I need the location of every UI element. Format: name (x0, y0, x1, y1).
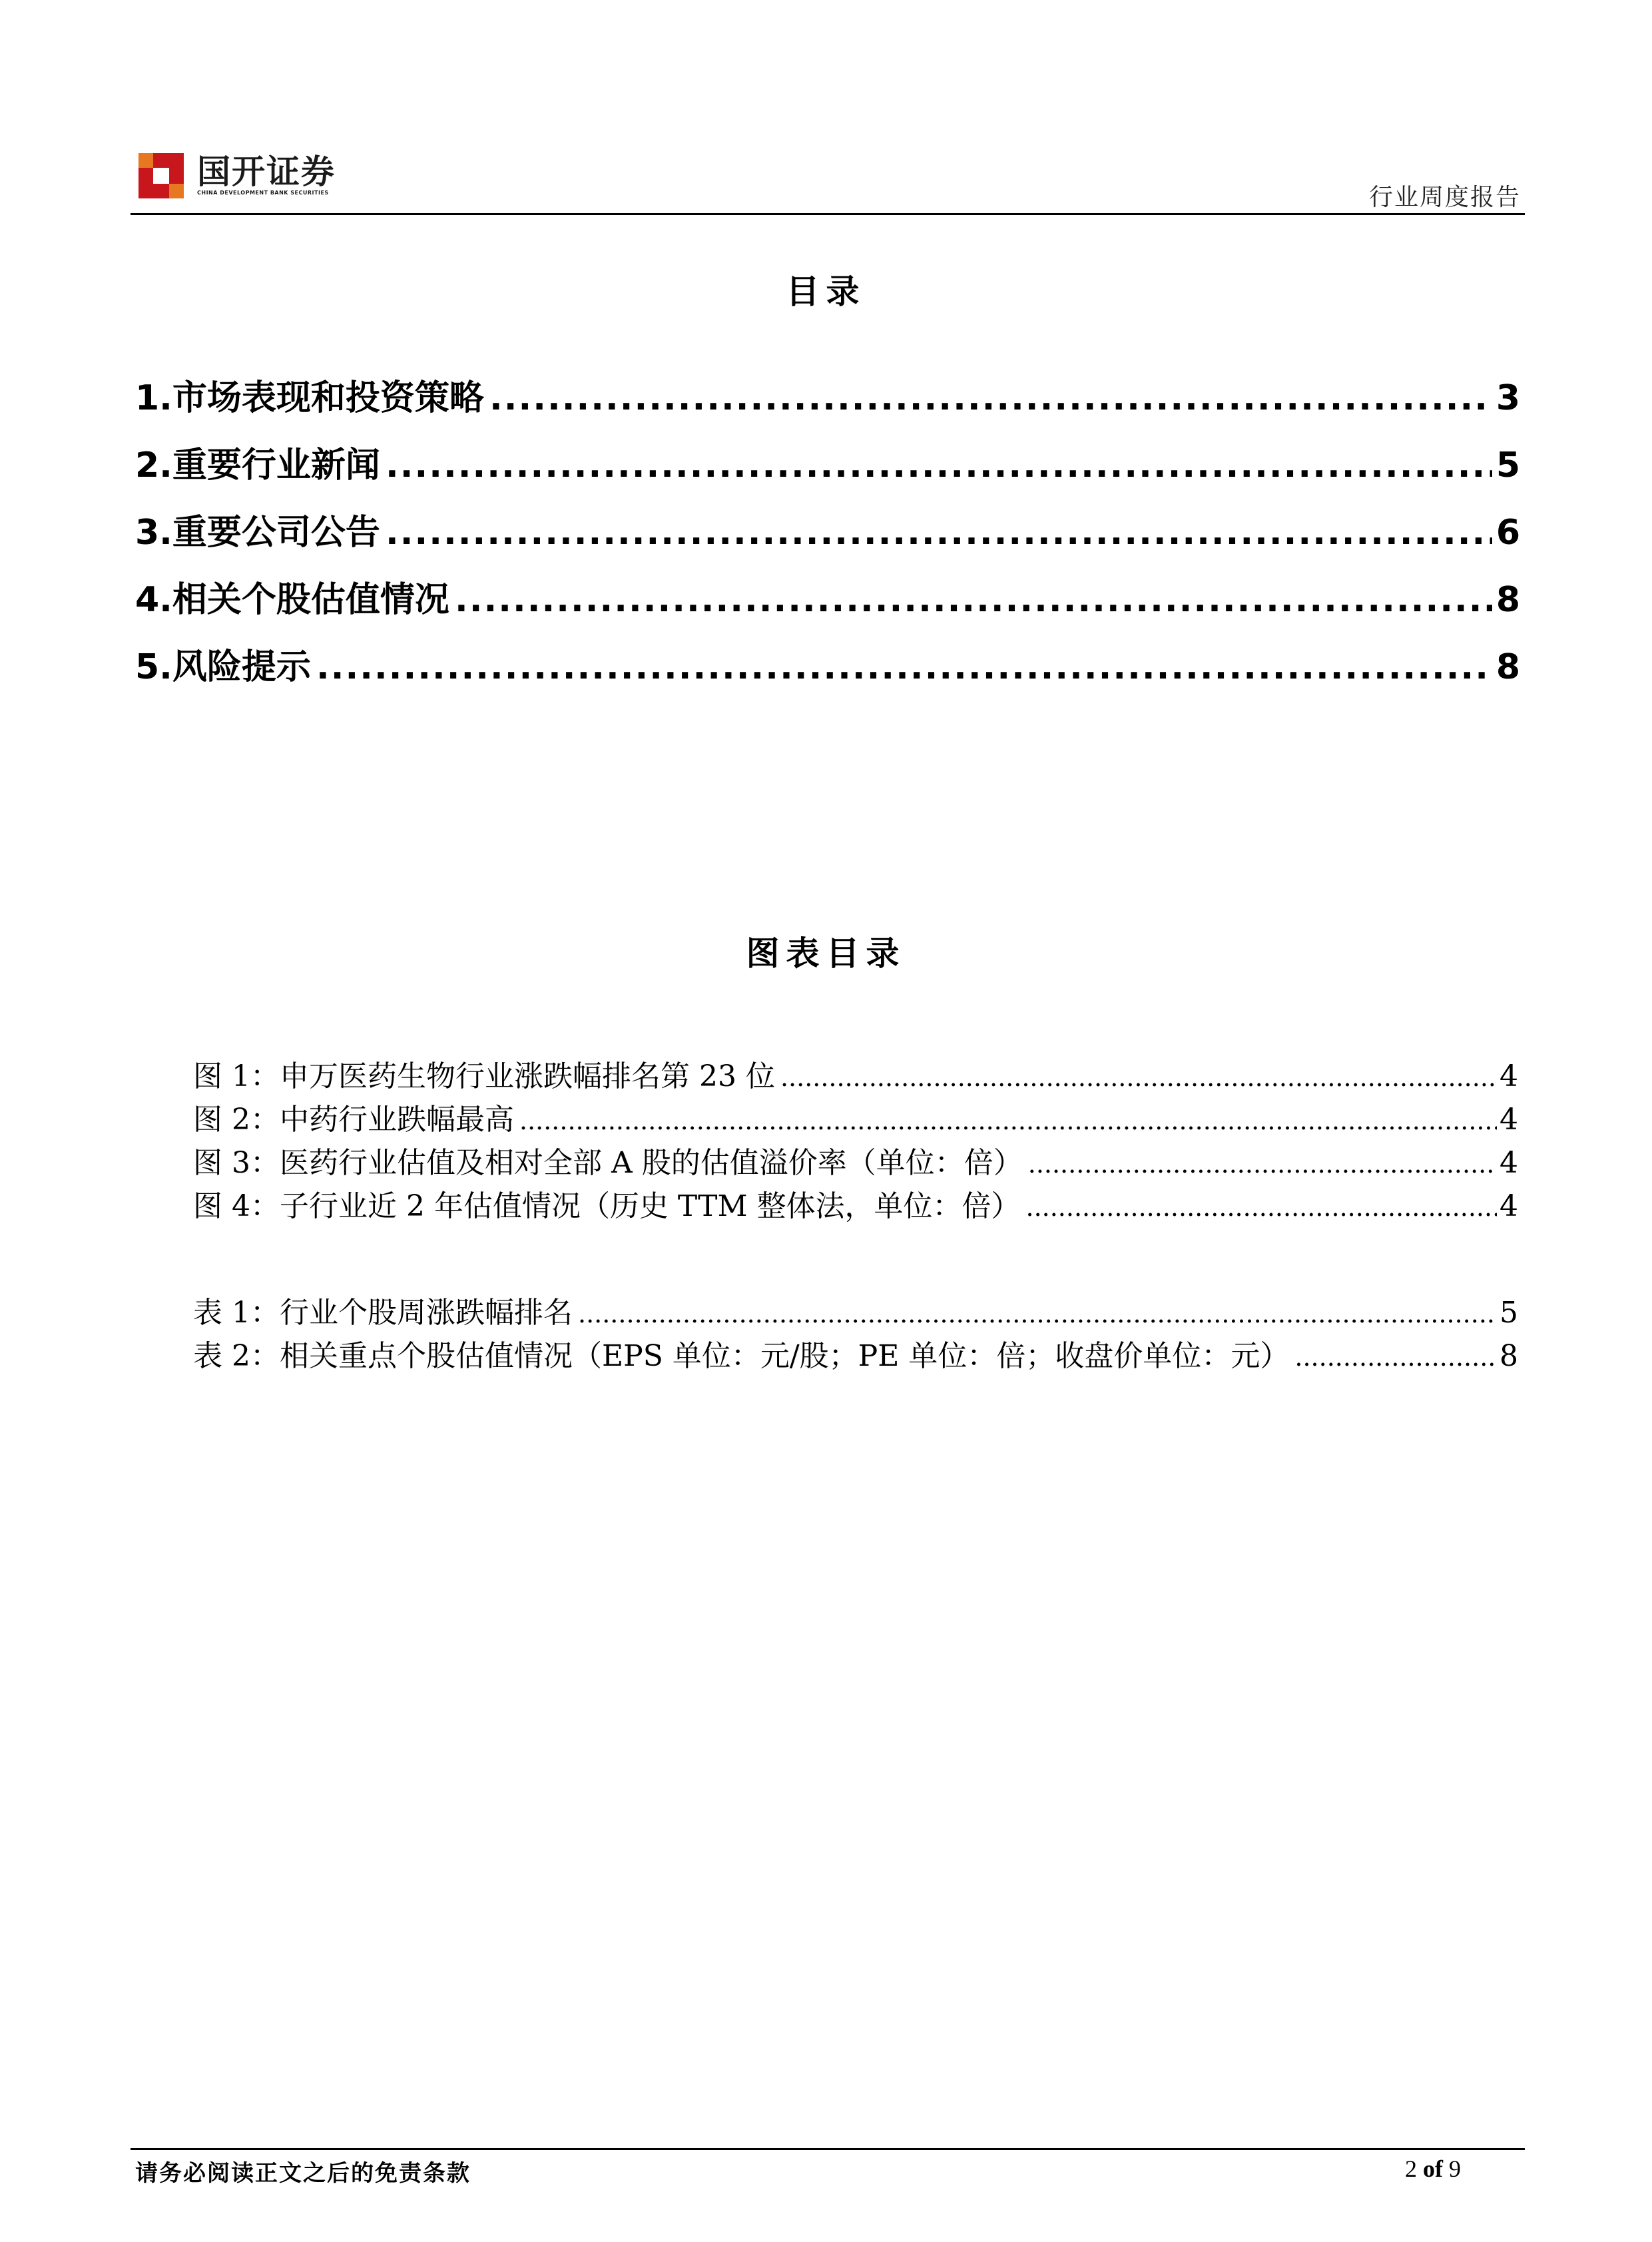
table-entry[interactable] (193, 1332, 1518, 1375)
logo-mark-icon (138, 153, 184, 198)
company-logo (138, 153, 336, 198)
toc-entry[interactable] (135, 370, 1520, 437)
header-divider (131, 213, 1525, 215)
toc-entry-label: 5.风险提示 (135, 647, 311, 687)
toc-list (135, 370, 1520, 706)
toc-entry-page: 5 (1496, 445, 1520, 485)
toc-leader-dots (386, 513, 1492, 553)
figure-entry-page: 4 (1500, 1103, 1518, 1137)
toc-leader-dots (386, 445, 1492, 485)
toc-entry-page: 3 (1496, 378, 1520, 418)
table-leader-dots (1294, 1342, 1497, 1372)
logo-english-name: CHINA DEVELOPMENT BANK SECURITIES (197, 190, 329, 196)
figure-entry[interactable] (193, 1052, 1518, 1095)
figure-leader-dots (1028, 1149, 1497, 1179)
table-entry-page: 8 (1500, 1339, 1518, 1373)
footer-disclaimer: 请务必阅读正文之后的免责条款 (135, 2160, 471, 2187)
logo-chinese-name: 国开证券 (197, 152, 336, 191)
figure-list-title: 图表目录 (746, 934, 906, 973)
figure-entry[interactable] (193, 1182, 1518, 1225)
toc-entry-label: 3.重要公司公告 (135, 513, 380, 553)
table-list (193, 1288, 1518, 1375)
toc-entry[interactable] (135, 571, 1520, 639)
toc-entry-page: 8 (1496, 580, 1520, 620)
figure-list (193, 1052, 1518, 1225)
figure-entry-label: 图 3：医药行业估值及相对全部 A 股的估值溢价率（单位：倍） (193, 1146, 1023, 1180)
toc-entry-page: 6 (1496, 513, 1520, 553)
figure-leader-dots (519, 1106, 1497, 1135)
figure-entry-label: 图 1：申万医药生物行业涨跌幅排名第 23 位 (193, 1059, 775, 1093)
page-of: of (1423, 2155, 1443, 2182)
figure-leader-dots (780, 1063, 1497, 1092)
table-entry-label: 表 2：相关重点个股估值情况（EPS 单位：元/股；PE 单位：倍；收盘价单位：元） (193, 1339, 1290, 1373)
page-total: 9 (1449, 2155, 1461, 2182)
toc-entry-label: 1.市场表现和投资策略 (135, 378, 484, 418)
figure-entry-label: 图 4：子行业近 2 年估值情况（历史 TTM 整体法，单位：倍） (193, 1189, 1021, 1223)
toc-entry[interactable] (135, 437, 1520, 504)
figure-entry-page: 4 (1500, 1189, 1518, 1223)
toc-leader-dots (489, 378, 1492, 418)
table-entry-page: 5 (1500, 1296, 1518, 1330)
toc-entry-page: 8 (1496, 647, 1520, 687)
footer-divider (131, 2148, 1525, 2150)
figure-entry[interactable] (193, 1095, 1518, 1139)
page-current: 2 (1405, 2155, 1417, 2182)
figure-entry-label: 图 2：中药行业跌幅最高 (193, 1103, 514, 1137)
table-entry[interactable] (193, 1288, 1518, 1332)
page-number (1405, 2155, 1461, 2183)
report-type: 行业周度报告 (1368, 184, 1521, 211)
figure-leader-dots (1025, 1193, 1497, 1222)
figure-entry-page: 4 (1500, 1146, 1518, 1180)
toc-entry[interactable] (135, 639, 1520, 706)
toc-entry-label: 4.相关个股估值情况 (135, 580, 449, 620)
toc-leader-dots (316, 647, 1492, 687)
toc-entry[interactable] (135, 504, 1520, 571)
toc-title: 目录 (786, 272, 866, 311)
page-header (131, 150, 1521, 214)
table-entry-label: 表 1：行业个股周涨跌幅排名 (193, 1296, 573, 1330)
figure-entry[interactable] (193, 1139, 1518, 1182)
figure-entry-page: 4 (1500, 1059, 1518, 1093)
toc-entry-label: 2.重要行业新闻 (135, 445, 380, 485)
table-leader-dots (578, 1299, 1497, 1328)
toc-leader-dots (455, 580, 1492, 620)
